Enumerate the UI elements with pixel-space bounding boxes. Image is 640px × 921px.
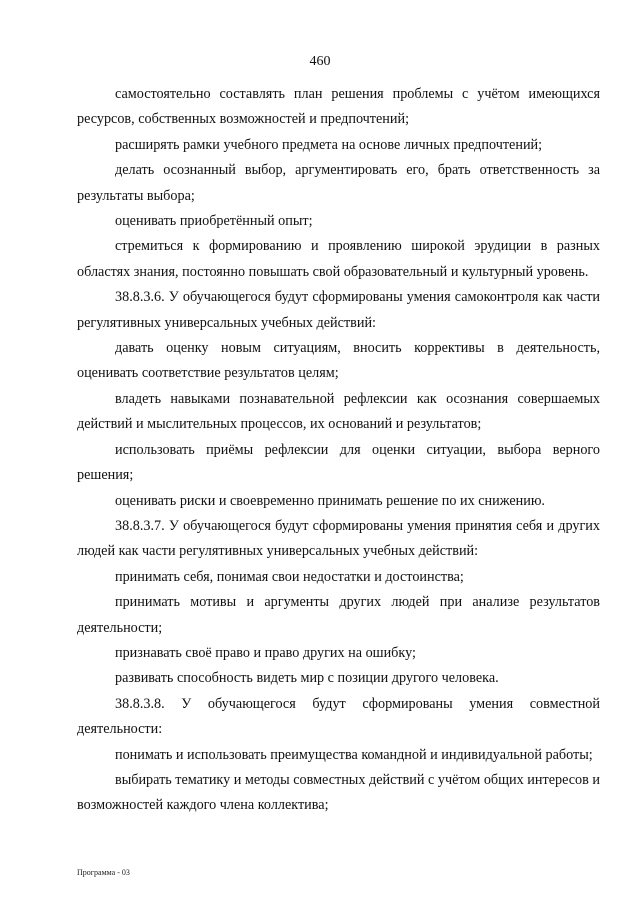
paragraph: делать осознанный выбор, аргументировать его, брать ответственность за результаты выбора; xyxy=(77,162,600,204)
paragraph: расширять рамки учебного предмета на основе личных предпочтений; xyxy=(115,136,543,153)
page-number: 460 xyxy=(309,54,331,69)
paragraph: самостоятельно составлять план решения проблемы с учётом имеющихся ресурсов, собственных возможностей и предпочтений; xyxy=(77,86,600,128)
paragraph: принимать мотивы и аргументы других людей при анализе результатов деятельности; xyxy=(77,594,600,636)
section-paragraph: 38.8.3.7. У обучающегося будут сформированы умения принятия себя и других людей как части регулятивных универсальных учебных действий: xyxy=(77,517,600,560)
paragraph: развивать способность видеть мир с позиции другого человека. xyxy=(115,670,499,687)
paragraph: принимать себя, понимая свои недостатки и достоинства; xyxy=(115,568,464,585)
page-footer: Программа - 03 xyxy=(77,868,130,877)
paragraph: владеть навыками познавательной рефлексии как осознания совершаемых действий и мыслительных процессов, их оснований и результатов; xyxy=(77,390,600,433)
paragraph: выбирать тематику и методы совместных действий с учётом общих интересов и возможностей каждого члена коллектива; xyxy=(77,771,600,814)
section-paragraph: 38.8.3.8. У обучающегося будут сформированы умения совместной деятельности: xyxy=(77,695,600,738)
document-body xyxy=(77,82,600,819)
paragraph: оценивать риски и своевременно принимать решение по их снижению. xyxy=(115,492,545,509)
paragraph: использовать приёмы рефлексии для оценки ситуации, выбора верного решения; xyxy=(77,441,600,484)
paragraph: оценивать приобретённый опыт; xyxy=(115,213,313,230)
paragraph: стремиться к формированию и проявлению широкой эрудиции в разных областях знания, постоянно повышать свой образовательный и культурный уровень. xyxy=(77,238,600,280)
section-paragraph: 38.8.3.6. У обучающегося будут сформированы умения самоконтроля как части регулятивных универсальных учебных действий: xyxy=(77,289,600,331)
paragraph: понимать и использовать преимущества командной и индивидуальной работы; xyxy=(115,746,593,763)
paragraph: признавать своё право и право других на ошибку; xyxy=(115,644,416,661)
paragraph: давать оценку новым ситуациям, вносить коррективы в деятельность, оценивать соответствие результатов целям; xyxy=(77,340,600,382)
